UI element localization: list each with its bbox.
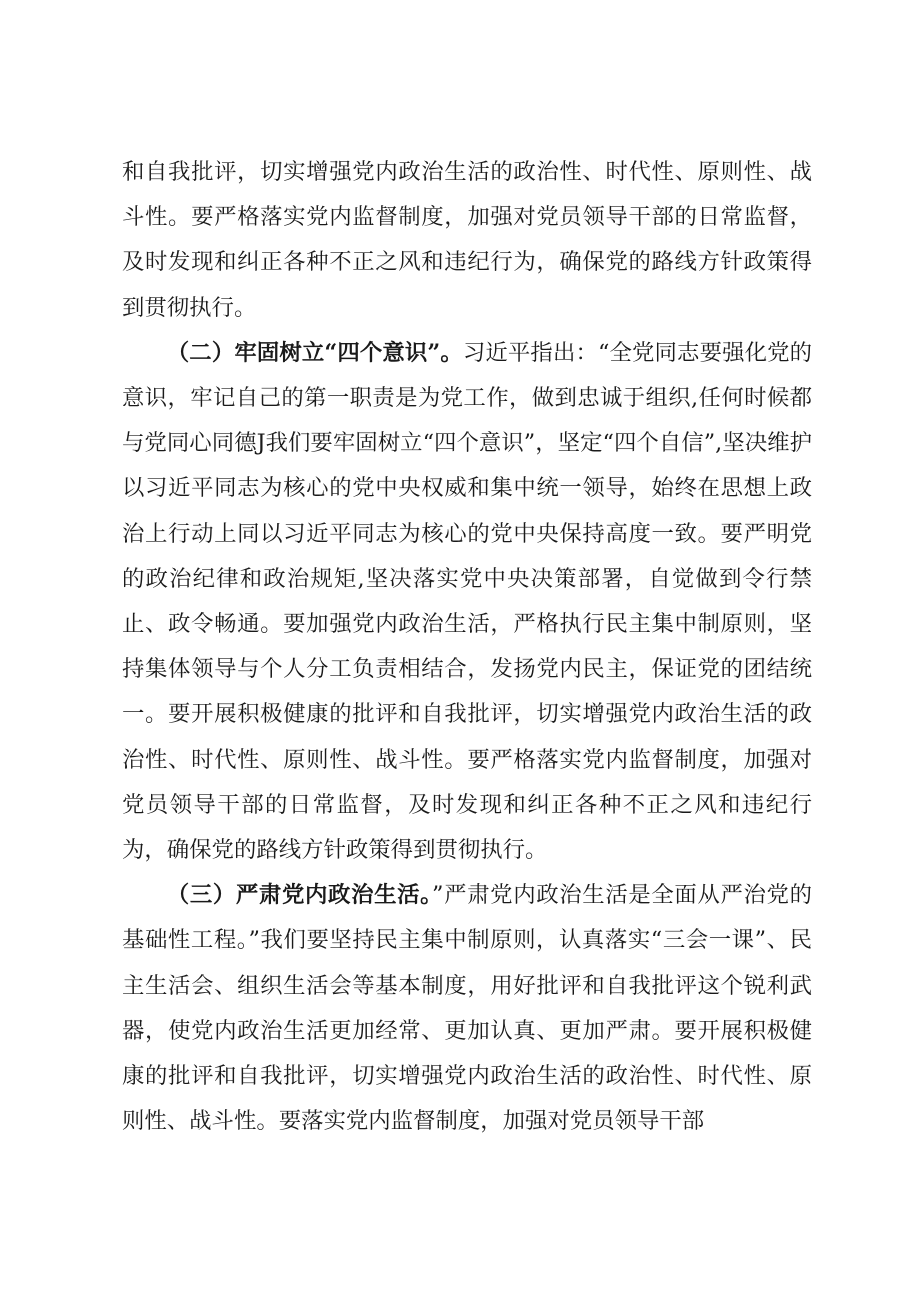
- paragraph-section-3: [122, 873, 812, 1144]
- paragraph-text: 和自我批评，切实增强党内政治生活的政治性、时代性、原则性、战斗性。要严格落实党内监督制度，加强对党员领导干部的日常监督，及时发现和纠正各种不正之风和违纪行为，确保党的路线方针政策得到贯彻执行。: [122, 159, 812, 321]
- document-body: [122, 150, 812, 1144]
- paragraph-text: 习近平指出：“全党同志要强化党的意识，牢记自己的第一职责是为党工作，做到忠诚于组织,任何时候都与党同心同德J我们要牢固树立“四个意识”，坚定“四个自信”,坚决维护以习近平同志为核心的党中央权威和集中统一领导，始终在思想上政治上行动上同以习近平同志为核心的党中央保持高度一致。要严明党的政治纪律和政治规矩,坚决落实党中央决策部署，自觉做到令行禁止、政令畅通。要加强党内政治生活，严格执行民主集中制原则，坚持集体领导与个人分工负责相结合，发扬党内民主，保证党的团结统一。要开展积极健康的批评和自我批评，切实增强党内政治生活的政治性、时代性、原则性、战斗性。要严格落实党内监督制度，加强对党员领导干部的日常监督，及时发现和纠正各种不正之风和违纪行为，确保党的路线方针政策得到贯彻执行。: [122, 339, 812, 864]
- paragraph-text: ”严肃党内政治生活是全面从严治党的基础性工程。”我们要坚持民主集中制原则，认真落实“三会一课”、民主生活会、组织生活会等基本制度，用好批评和自我批评这个锐利武器，使党内政治生活更加经常、更加认真、更加严肃。要开展积极健康的批评和自我批评，切实增强党内政治生活的政治性、时代性、原则性、战斗性。要落实党内监督制度，加强对党员领导干部: [122, 882, 812, 1135]
- paragraph-section-2: [122, 331, 812, 873]
- section-heading: （二）牢固树立“四个意识”。: [166, 339, 463, 366]
- paragraph-continuation: [122, 150, 812, 331]
- section-heading: （三）严肃党内政治生活。: [166, 882, 432, 909]
